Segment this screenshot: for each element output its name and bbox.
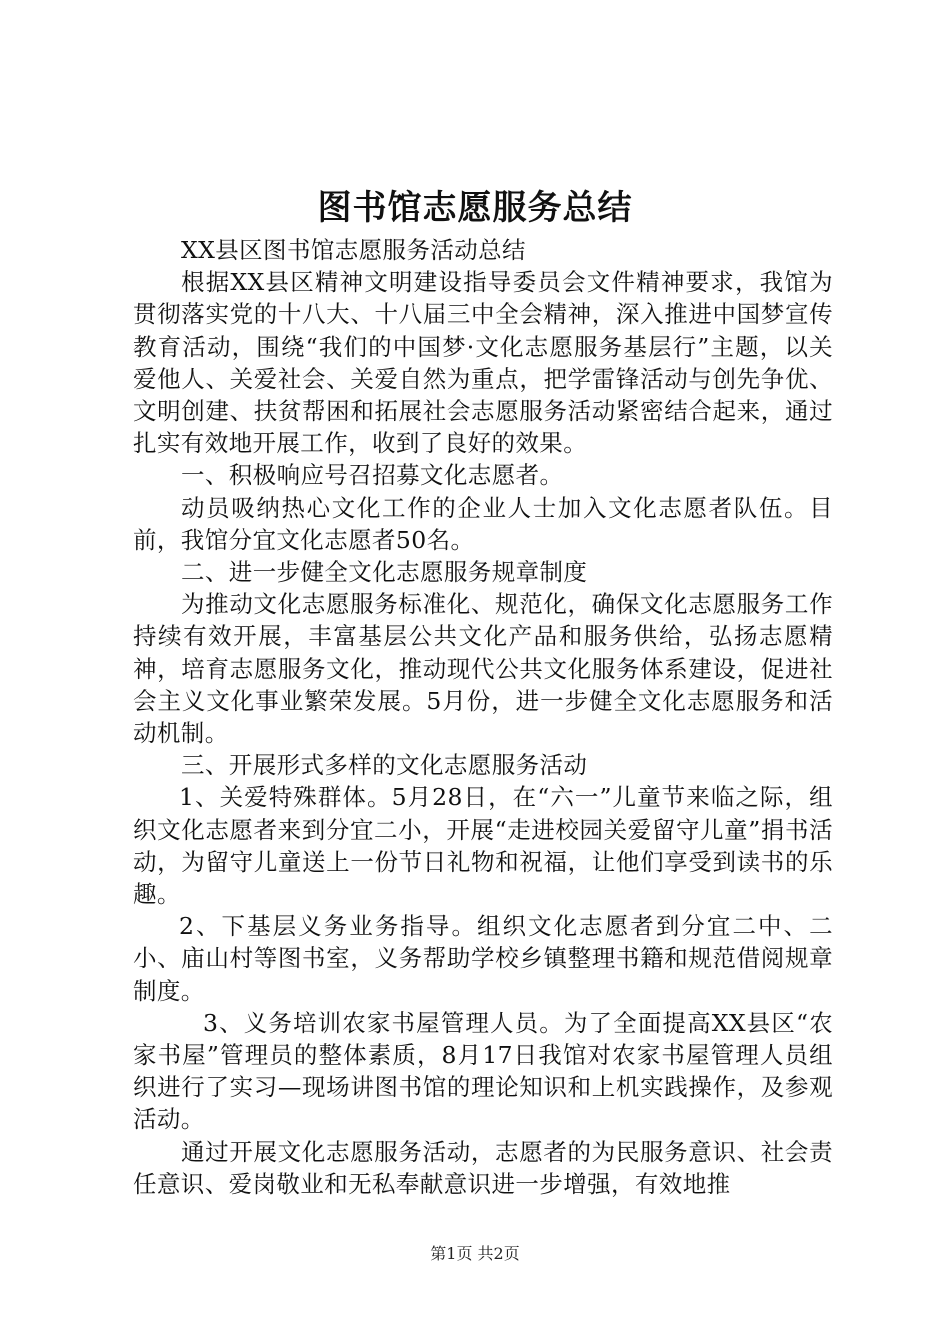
body-paragraph: 3、义务培训农家书屋管理人员。为了全面提高XX县区“农家书屋”管理员的整体素质，8月17日我馆对农家书屋管理人员组织进行了实习—现场讲图书馆的理论知识和上机实践操作，及参观活动。: [133, 1008, 833, 1134]
body-paragraph: 1、关爱特殊群体。5月28日，在“六一”儿童节来临之际，组织文化志愿者来到分宜二小，开展“走进校园关爱留守儿童”捐书活动，为留守儿童送上一份节日礼物和祝福，让他们享受到读书的乐趣。: [133, 783, 833, 909]
section-heading: 三、开展形式多样的文化志愿服务活动: [181, 751, 588, 780]
body-paragraph: 为推动文化志愿服务标准化、规范化，确保文化志愿服务工作持续有效开展，丰富基层公共文化产品和服务供给，弘扬志愿精神，培育志愿服务文化，推动现代公共文化服务体系建设，促进社会主义文化事业繁荣发展。5月份，进一步健全文化志愿服务和活动机制。: [133, 590, 833, 748]
document-body: [133, 234, 833, 1200]
section-heading: 二、进一步健全文化志愿服务规章制度: [181, 558, 588, 587]
body-paragraph: 2、下基层义务业务指导。组织文化志愿者到分宜二中、二小、庙山村等图书室，义务帮助学校乡镇整理书籍和规范借阅规章制度。: [133, 912, 833, 1005]
page-footer: 第1页 共2页: [430, 1244, 520, 1263]
subtitle-paragraph: XX县区图书馆志愿服务活动总结: [181, 236, 526, 264]
body-paragraph: 通过开展文化志愿服务活动，志愿者的为民服务意识、社会责任意识、爱岗敬业和无私奉献意识进一步增强，有效地推: [133, 1137, 833, 1198]
body-paragraph: 根据XX县区精神文明建设指导委员会文件精神要求，我馆为贯彻落实党的十八大、十八届三中全会精神，深入推进中国梦宣传教育活动，围绕“我们的中国梦·文化志愿服务基层行”主题，以关爱他人、关爱社会、关爱自然为重点，把学雷锋活动与创先争优、文明创建、扶贫帮困和拓展社会志愿服务活动紧密结合起来，通过扎实有效地开展工作，收到了良好的效果。: [133, 268, 833, 458]
body-paragraph: 动员吸纳热心文化工作的企业人士加入文化志愿者队伍。目前，我馆分宜文化志愿者50名。: [133, 493, 833, 554]
document-title: 图书馆志愿服务总结: [317, 188, 633, 228]
section-heading: 一、积极响应号召招募文化志愿者。: [181, 461, 564, 490]
